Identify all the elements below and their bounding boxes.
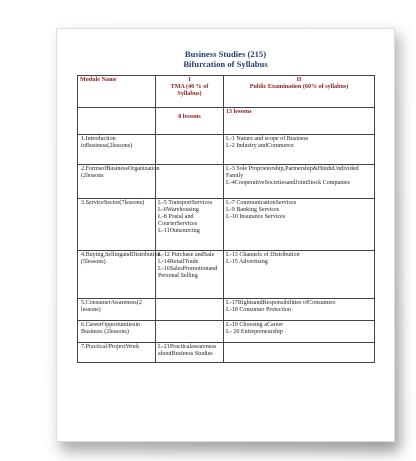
syllabus-table (77, 75, 375, 363)
lessons-empty-cell (78, 108, 156, 135)
module-cell: 4.Buying,SellingandDistribution (5lessons) (78, 251, 156, 299)
module-row (78, 299, 375, 321)
tma-cell (156, 165, 224, 199)
exam-cell: L-1 Nature and scope of Business L-2 Industry andCommerce (224, 135, 375, 165)
exam-cell: L-7 CommunicationServices L-9 Banking Services L-10 Insurance Services (224, 199, 375, 251)
tma-header-number: I (188, 77, 191, 83)
module-cell: 2.FormsofBusinessOrganization (2lessons (78, 165, 156, 199)
exam-cell: L-17RightsandResponsibilities ofConsumers L-18 Consumer Protection (224, 299, 375, 321)
exam-cell: L-3 Sole Proprietorship,Partnership&HinduUndivided Family L-4CooperativeSocietiesandJointStock Companies (224, 165, 375, 199)
document-title: Business Studies (215) (184, 49, 267, 59)
module-cell: 5.ConsumerAwareness(2 lessons) (78, 299, 156, 321)
document-subtitle: Bifurcation of Syllabus (183, 59, 268, 69)
tma-header-label: TMA (40 % of Syllabus) (170, 84, 209, 97)
tma-cell: L-5 TransportServices L-6Warehousing L-8 Postal and CourierServices L-11Outsourcing (156, 199, 224, 251)
module-cell: 3.ServiceSector(7lessons) (78, 199, 156, 251)
tma-cell (156, 321, 224, 343)
exam-lessons-count: 13 lessons (224, 108, 375, 135)
header-row (78, 76, 375, 108)
exam-cell (224, 343, 375, 363)
tma-header (156, 76, 224, 108)
document-page (56, 28, 395, 442)
lessons-row (78, 108, 375, 135)
module-cell: 1.Introduction toBusiness(2lessons) (78, 135, 156, 165)
module-cell: 7.Practical/ProjectWork (78, 343, 156, 363)
module-row (78, 343, 375, 363)
tma-cell: L-12 Purchase andSale L-14RetailTrade L-16SalesPromotionand Personal Selling (156, 251, 224, 299)
tma-cell (156, 299, 224, 321)
exam-header-label: Public Examination (60% of syllabus) (249, 84, 349, 90)
exam-cell: L-19 Choosing aCareer L- 20 Entrepreneurship (224, 321, 375, 343)
tma-cell: L-21Practicalawareness aboutBusiness Studies (156, 343, 224, 363)
tma-cell (156, 135, 224, 165)
module-cell: 6.CareerOpportunitiesin Business (2lessons) (78, 321, 156, 343)
module-row (78, 199, 375, 251)
tma-lessons-count: 8 lessons (156, 108, 224, 135)
exam-cell: L-13 Channels of Distribution L-15 Advertising (224, 251, 375, 299)
module-row (78, 165, 375, 199)
module-row (78, 251, 375, 299)
exam-header-number: II (296, 77, 302, 83)
module-row (78, 135, 375, 165)
module-row (78, 321, 375, 343)
exam-header (224, 76, 375, 108)
module-header: Module Name (78, 76, 156, 108)
